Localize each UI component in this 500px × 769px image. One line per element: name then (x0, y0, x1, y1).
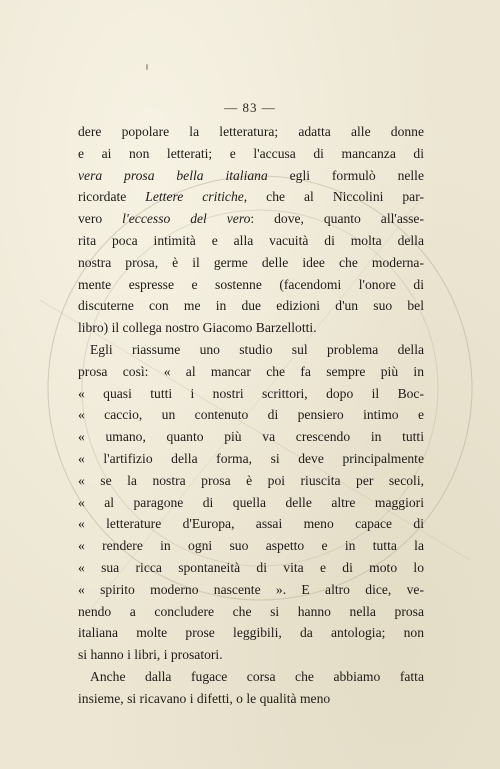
text-segment: « umano, quanto più va crescendo in tutti (78, 429, 424, 445)
text-line (78, 601, 424, 623)
text-segment: e ai non letterati; e l'accusa di mancanza di (78, 145, 424, 161)
text-line (78, 208, 424, 230)
text-line (78, 666, 424, 688)
text-segment: « sua ricca spontaneità di vita e di moto lo (78, 559, 424, 575)
text-segment: italiana molte prose leggibili, da antologia; non (78, 625, 424, 641)
text-segment: insieme, si ricavano i difetti, o le qualità meno (78, 690, 331, 706)
text-segment: « se la nostra prosa è poi riuscita per secoli, (78, 472, 424, 488)
text-line (78, 470, 424, 492)
text-segment: « caccio, un contenuto di pensiero intimo e (78, 407, 424, 423)
page-number: — 83 — (224, 100, 276, 115)
text-segment: « al paragone di quella delle altre maggiori (78, 494, 424, 510)
text-line (78, 448, 424, 470)
text-line (78, 492, 424, 514)
text-line (78, 274, 424, 296)
text-line (78, 535, 424, 557)
text-segment: egli formulò nelle (267, 167, 424, 183)
text-line (78, 121, 424, 143)
text-line (78, 317, 424, 339)
text-line (78, 165, 424, 187)
text-segment: Egli riassume uno studio sul problema della (90, 341, 424, 357)
text-line (78, 252, 424, 274)
text-segment: « l'artifizio della forma, si deve principalmente (78, 450, 424, 466)
text-line (78, 339, 424, 361)
text-segment: rita poca intimità e alla vacuità di molta della (78, 232, 424, 248)
text-segment: nostra prosa, è il germe delle idee che moderna- (78, 254, 424, 270)
text-line (78, 295, 424, 317)
text-line (78, 143, 424, 165)
text-segment: vero (78, 211, 123, 227)
text-segment: si hanno i libri, i prosatori. (78, 647, 223, 663)
text-line (78, 426, 424, 448)
text-segment: « spirito moderno nascente ». E altro dice, ve- (78, 581, 424, 597)
paper-speck (146, 64, 148, 70)
text-segment: nendo a concludere che si hanno nella prosa (78, 603, 424, 619)
text-line (78, 383, 424, 405)
text-line (78, 404, 424, 426)
text-segment: prosa così: « al mancar che fa sempre più in (78, 363, 424, 379)
text-segment: « quasi tutti i nostri scrittori, dopo il Boc- (78, 385, 424, 401)
italic-text: Lettere critiche (145, 189, 244, 205)
text-segment: dere popolare la letteratura; adatta alle donne (78, 124, 424, 139)
text-segment: Anche dalla fugace corsa che abbiamo fatta (90, 668, 424, 684)
italic-text: vera prosa bella italiana (78, 167, 268, 183)
text-segment: mente espresse e sostenne (facendomi l'onore di (78, 276, 424, 292)
italic-text: l'eccesso del vero (122, 211, 251, 227)
text-line (78, 579, 424, 601)
text-line (78, 361, 424, 383)
text-segment: « rendere in ogni suo aspetto e in tutta la (78, 538, 424, 554)
text-line (78, 557, 424, 579)
text-segment: , che al Niccolini par- (243, 189, 424, 205)
text-line (78, 688, 424, 710)
text-segment: ricordate (78, 189, 146, 205)
text-line (78, 230, 424, 252)
text-line (78, 513, 424, 535)
text-segment: : dove, quanto all'asse- (250, 211, 424, 227)
text-segment: « letterature d'Europa, assai meno capace di (78, 516, 424, 532)
text-line (78, 644, 424, 666)
body-text (78, 121, 424, 710)
text-segment: libro) il collega nostro Giacomo Barzellotti. (78, 320, 317, 336)
text-segment: discuterne con me in due edizioni d'un suo bel (78, 298, 424, 314)
text-line (78, 622, 424, 644)
text-line (78, 186, 424, 208)
